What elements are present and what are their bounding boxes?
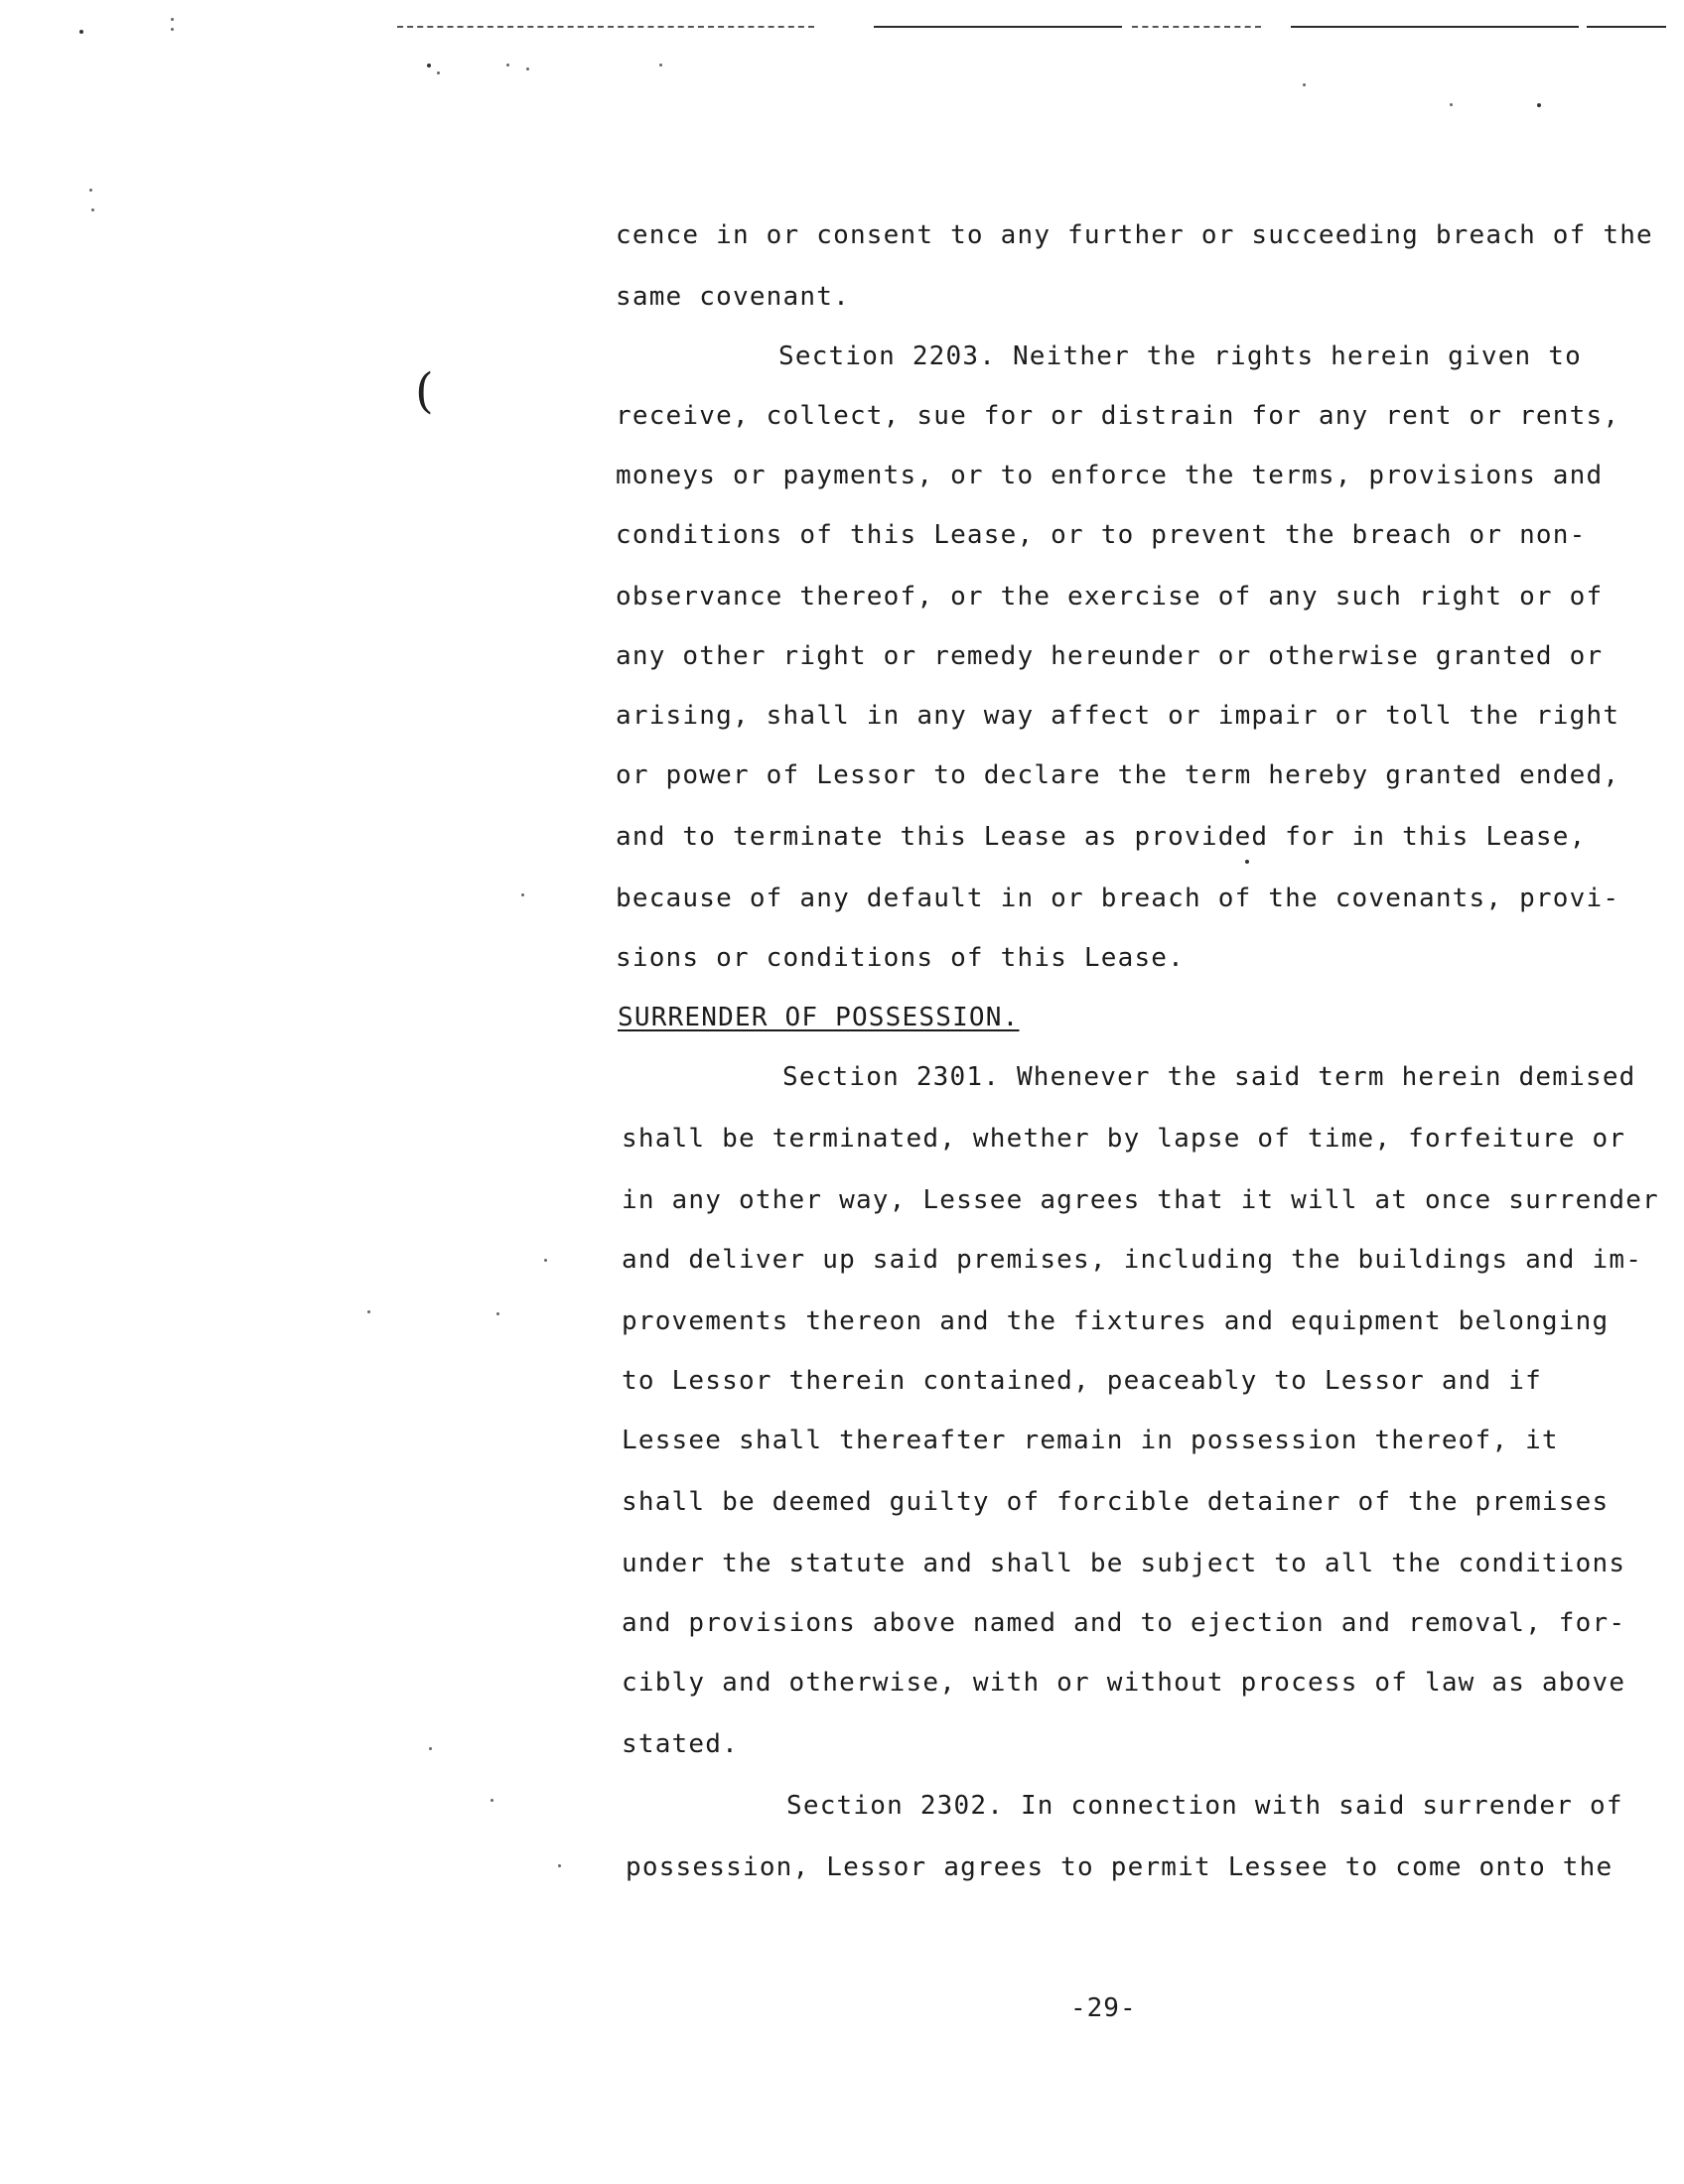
scan-rule [397,26,814,28]
text-line: moneys or payments, or to enforce the terms, provisions and [616,461,1604,490]
text-line: Lessee shall thereafter remain in possession thereof, it [622,1426,1559,1455]
text-line: possession, Lessor agrees to permit Lessee to come onto the [626,1852,1614,1882]
scan-speck [89,189,92,192]
text-line: provements thereon and the fixtures and equipment belonging [622,1306,1610,1336]
text-line: cibly and otherwise, with or without process of law as above [622,1668,1626,1698]
scan-speck [79,30,83,34]
text-line: same covenant. [616,282,850,312]
text-line: receive, collect, sue for or distrain for any rent or rents, [616,401,1620,431]
scan-speck [558,1864,561,1867]
scan-speck [491,1799,493,1802]
scan-speck [91,208,94,211]
scan-speck [367,1310,370,1313]
text-line: under the statute and shall be subject to all the conditions [622,1549,1626,1578]
text-line: any other right or remedy hereunder or otherwise granted or [616,641,1604,671]
scan-speck [659,64,662,67]
text-line: cence in or consent to any further or succeeding breach of the [616,220,1653,250]
section-heading: SURRENDER OF POSSESSION. [618,1003,1020,1032]
scan-speck [171,18,174,21]
text-line: or power of Lessor to declare the term hereby granted ended, [616,760,1620,790]
scan-speck [171,28,174,31]
section-2301-start: Section 2301. Whenever the said term herein demised [782,1062,1636,1092]
text-line: stated. [622,1729,739,1759]
text-line: and deliver up said premises, including the buildings and im- [622,1245,1643,1275]
text-line: to Lessor therein contained, peaceably to Lessor and if [622,1366,1542,1396]
margin-mark: ( [415,363,434,419]
page-number: -29- [1070,1993,1137,2023]
scan-speck [429,1747,432,1750]
scan-speck [1537,103,1541,107]
text-line: and to terminate this Lease as provided for in this Lease, [616,822,1587,852]
scan-speck [1245,860,1249,864]
text-line: because of any default in or breach of the covenants, provi- [616,884,1620,913]
scan-rule [1291,26,1579,28]
scan-speck [427,64,431,68]
text-line: arising, shall in any way affect or impair or toll the right [616,701,1620,731]
text-line: observance thereof, or the exercise of any such right or of [616,582,1604,612]
scan-rule [874,26,1122,28]
scan-speck [1450,103,1453,106]
text-line: shall be deemed guilty of forcible detainer of the premises [622,1487,1610,1517]
scan-speck [437,71,440,74]
scan-speck [521,893,524,896]
section-2302-start: Section 2302. In connection with said surrender of [786,1791,1623,1821]
scan-speck [544,1259,547,1262]
text-line: sions or conditions of this Lease. [616,943,1186,973]
section-2203-start: Section 2203. Neither the rights herein given to [778,341,1582,371]
text-line: shall be terminated, whether by lapse of time, forfeiture or [622,1124,1626,1154]
scan-speck [506,64,509,67]
scan-speck [526,68,529,70]
scan-speck [1303,83,1306,86]
scan-rule [1132,26,1261,28]
text-line: conditions of this Lease, or to prevent the breach or non- [616,520,1587,550]
text-line: and provisions above named and to ejection and removal, for- [622,1608,1626,1638]
scan-speck [496,1312,499,1315]
scan-rule [1587,26,1666,28]
text-line: in any other way, Lessee agrees that it will at once surrender [622,1185,1659,1215]
